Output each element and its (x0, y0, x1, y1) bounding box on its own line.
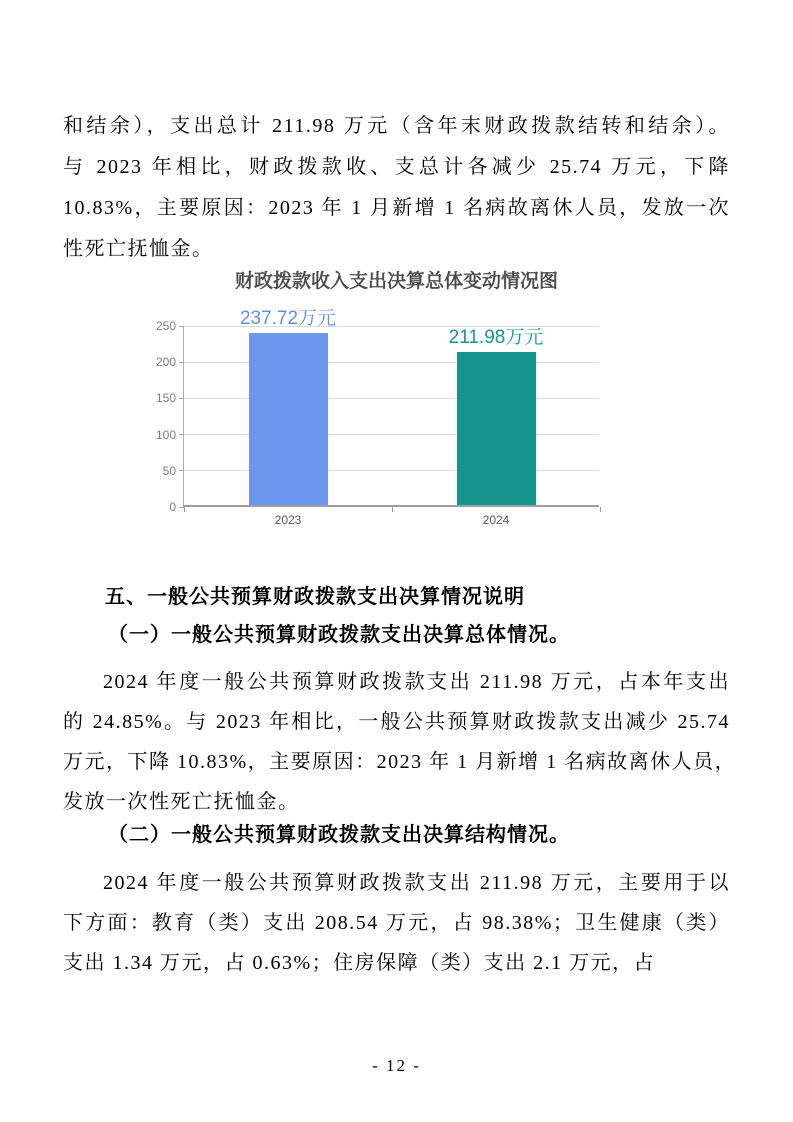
y-axis-label: 150 (155, 391, 176, 406)
paragraph-continuation (63, 106, 730, 270)
y-axis-label: 100 (155, 427, 176, 442)
y-axis-label: 250 (155, 319, 176, 333)
text-line: 2024 年度一般公共预算财政拨款支出 211.98 万元，占本年支出 (103, 671, 730, 693)
text-line: 与 2023 年相比，财政拨款收、支总计各减少 25.74 万元，下降 (63, 156, 730, 178)
page-number: - 12 - (372, 1056, 421, 1075)
chart-plot (155, 307, 599, 527)
section-heading: 五、一般公共预算财政拨款支出决算情况说明 (105, 586, 525, 608)
x-axis-tick (392, 507, 393, 512)
text-line: 发放一次性死亡抚恤金。 (63, 791, 300, 813)
x-axis-tick (184, 507, 185, 512)
text-line: 10.83%，主要原因：2023 年 1 月新增 1 名病故离休人员，发放一次 (63, 197, 730, 219)
text-line: 支出 1.34 万元，占 0.63%；住房保障（类）支出 2.1 万元，占 (63, 952, 656, 974)
bar-value-label: 237.72万元 (239, 307, 337, 329)
paragraph-structure (63, 863, 730, 983)
chart-gridline (184, 398, 599, 399)
chart-gridline (184, 434, 599, 435)
y-axis-tick (179, 470, 184, 471)
x-axis-category-label: 2023 (274, 513, 302, 527)
y-axis-tick (179, 398, 184, 399)
text-line: 的 24.85%。与 2023 年相比，一般公共预算财政拨款支出减少 25.74 (63, 711, 730, 733)
paragraph-overall (63, 662, 737, 822)
y-axis-tick (179, 362, 184, 363)
bar-2023 (249, 333, 328, 505)
chart-gridline (184, 362, 599, 363)
y-axis-tick (179, 434, 184, 435)
text-line: 性死亡抚恤金。 (63, 238, 214, 260)
text-line: 万元，下降 10.83%，主要原因：2023 年 1 月新增 1 名病故离休人员， (63, 751, 737, 773)
chart-title: 财政拨款收入支出决算总体变动情况图 (234, 271, 558, 292)
bar-2024 (457, 352, 536, 505)
text-line: 下方面：教育（类）支出 208.54 万元，占 98.38%；卫生健康（类） (63, 912, 730, 934)
y-axis-label: 0 (169, 500, 176, 514)
bar-value-label: 211.98万元 (448, 326, 544, 348)
x-axis-tick (600, 507, 601, 512)
y-axis-label: 200 (155, 355, 176, 370)
sub-heading-structure: （二）一般公共预算财政拨款支出决算结构情况。 (108, 824, 570, 846)
bar-chart (63, 270, 730, 540)
text-line: 和结余），支出总计 211.98 万元（含年末财政拨款结转和结余）。 (63, 115, 730, 137)
x-axis-category-label: 2024 (482, 513, 510, 527)
chart-gridline (184, 470, 599, 471)
y-axis-tick (179, 326, 184, 327)
y-axis-label: 50 (162, 463, 176, 478)
text-line: 2024 年度一般公共预算财政拨款支出 211.98 万元，主要用于以 (103, 872, 730, 894)
sub-heading-overall: （一）一般公共预算财政拨款支出决算总体情况。 (108, 624, 570, 646)
